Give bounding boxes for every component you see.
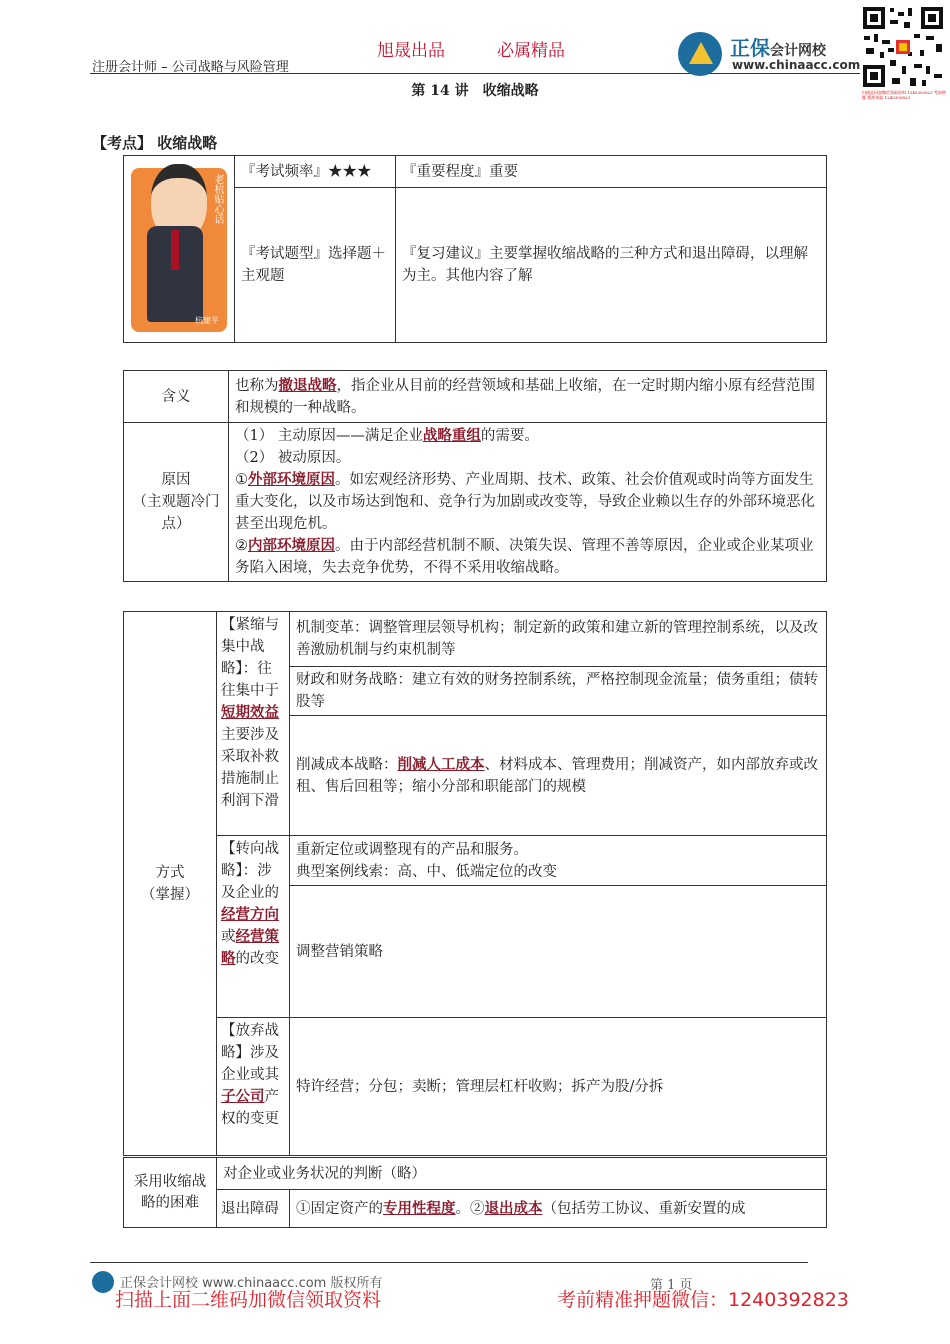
slogan-1: 旭晟出品	[377, 41, 445, 61]
reason-label: 原因 （主观题冷门点）	[124, 423, 229, 582]
reason-text: （1） 主动原因——满足企业战略重组的需要。 （2） 被动原因。 ①外部环境原因。如宏观经济形势、产业周期、技术、政策、社会价值观或时尚等方面发生重大变化，以及市场达到饱和、竞争行为加剧或改变等，导致企业赖以生存的外部环境恶化甚至出现危机。 ②内部环境原因。由于内部经营机制不顺、决策失误、管理不善等原因，企业或企业某项业务陷入困境，失去竞争优势，不得不采用收缩战略。	[229, 423, 827, 582]
definition-table	[123, 370, 827, 582]
meaning-text: 也称为撤退战略，指企业从目前的经营领域和基础上收缩，在一定时期内缩小原有经营范围和规模的一种战略。	[229, 371, 827, 423]
qr-note: 扫描此码加微信领取资料 1240392823 考前押题 精准领取 1240392823	[862, 90, 946, 100]
tight-item-2: 财政和财务战略：建立有效的财务控制系统，严格控制现金流量；债务重组；债转股等	[290, 667, 827, 716]
footer-divider	[90, 1262, 808, 1263]
teacher-avatar: 老杭贴心话 杭建平	[129, 160, 229, 338]
intro-table	[123, 155, 827, 343]
footer-logo-icon	[92, 1271, 114, 1293]
importance-cell: 『重要程度』重要	[396, 156, 827, 188]
footer-copyright: 正保会计网校 www.chinaacc.com 版权所有	[120, 1276, 383, 1291]
turn-strategy: 【转向战略】：涉及企业的经营方向或经营策略的改变	[217, 836, 290, 1018]
exit-item: ①固定资产的专用性程度。②退出成本（包括劳工协议、重新安置的成	[290, 1190, 827, 1228]
difficulty-item-1: 对企业或业务状况的判断（略）	[217, 1158, 827, 1190]
qr-code-icon[interactable]	[860, 4, 946, 90]
page-number: 第 1 页	[650, 1278, 693, 1293]
difficulty-table	[123, 1157, 827, 1228]
turn-item-1: 重新定位或调整现有的产品和服务。 典型案例线索：高、中、低端定位的改变	[290, 836, 827, 886]
course-name: 注册会计师 – 公司战略与风险管理	[92, 60, 289, 75]
logo-mark-icon	[678, 32, 722, 76]
tight-item-3: 削减成本战略：削减人工成本、材料成本、管理费用；削减资产，如内部放弃或改租、售后回租等；缩小分部和职能部门的规模	[290, 716, 827, 836]
logo-url: www.chinaacc.com	[732, 58, 861, 72]
quit-strategy: 【放弃战略】涉及企业或其子公司产权的变更	[217, 1018, 290, 1156]
section-heading: 【考点】 收缩战略	[92, 134, 218, 152]
tight-strategy: 【紧缩与集中战略】：往往集中于短期效益主要涉及采取补救措施制止利润下滑	[217, 612, 290, 836]
promo-right[interactable]: 考前精准押题微信：1240392823	[557, 1289, 849, 1311]
meaning-label: 含义	[124, 371, 229, 423]
methods-table	[123, 611, 827, 1156]
frequency-cell: 『考试频率』★★★	[235, 156, 396, 188]
promo-left[interactable]: 扫描上面二维码加微信领取资料	[115, 1289, 382, 1311]
advice-cell: 『复习建议』主要掌握收缩战略的三种方式和退出障碍，以理解为主。其他内容了解	[396, 188, 827, 343]
logo-title: 正保会计网校	[730, 36, 826, 60]
methods-label: 方式 （掌握）	[124, 612, 217, 1156]
tight-item-1: 机制变革：调整管理层领导机构；制定新的政策和建立新的管理控制系统，以及改善激励机制与约束机制等	[290, 612, 827, 667]
chinaacc-logo[interactable]	[678, 30, 860, 74]
star-rating: ★★★	[328, 163, 372, 180]
avatar-cell	[124, 156, 235, 343]
lecture-title: 第 14 讲 收缩战略	[411, 83, 539, 99]
slogan-2: 必属精品	[497, 41, 565, 61]
difficulty-label: 采用收缩战略的困难	[124, 1158, 217, 1228]
quit-item-1: 特许经营；分包；卖断；管理层杠杆收购；拆产为股/分拆	[290, 1018, 827, 1156]
turn-item-2: 调整营销策略	[290, 886, 827, 1018]
exit-label: 退出障碍	[217, 1190, 290, 1228]
question-type-cell: 『考试题型』选择题＋主观题	[235, 188, 396, 343]
